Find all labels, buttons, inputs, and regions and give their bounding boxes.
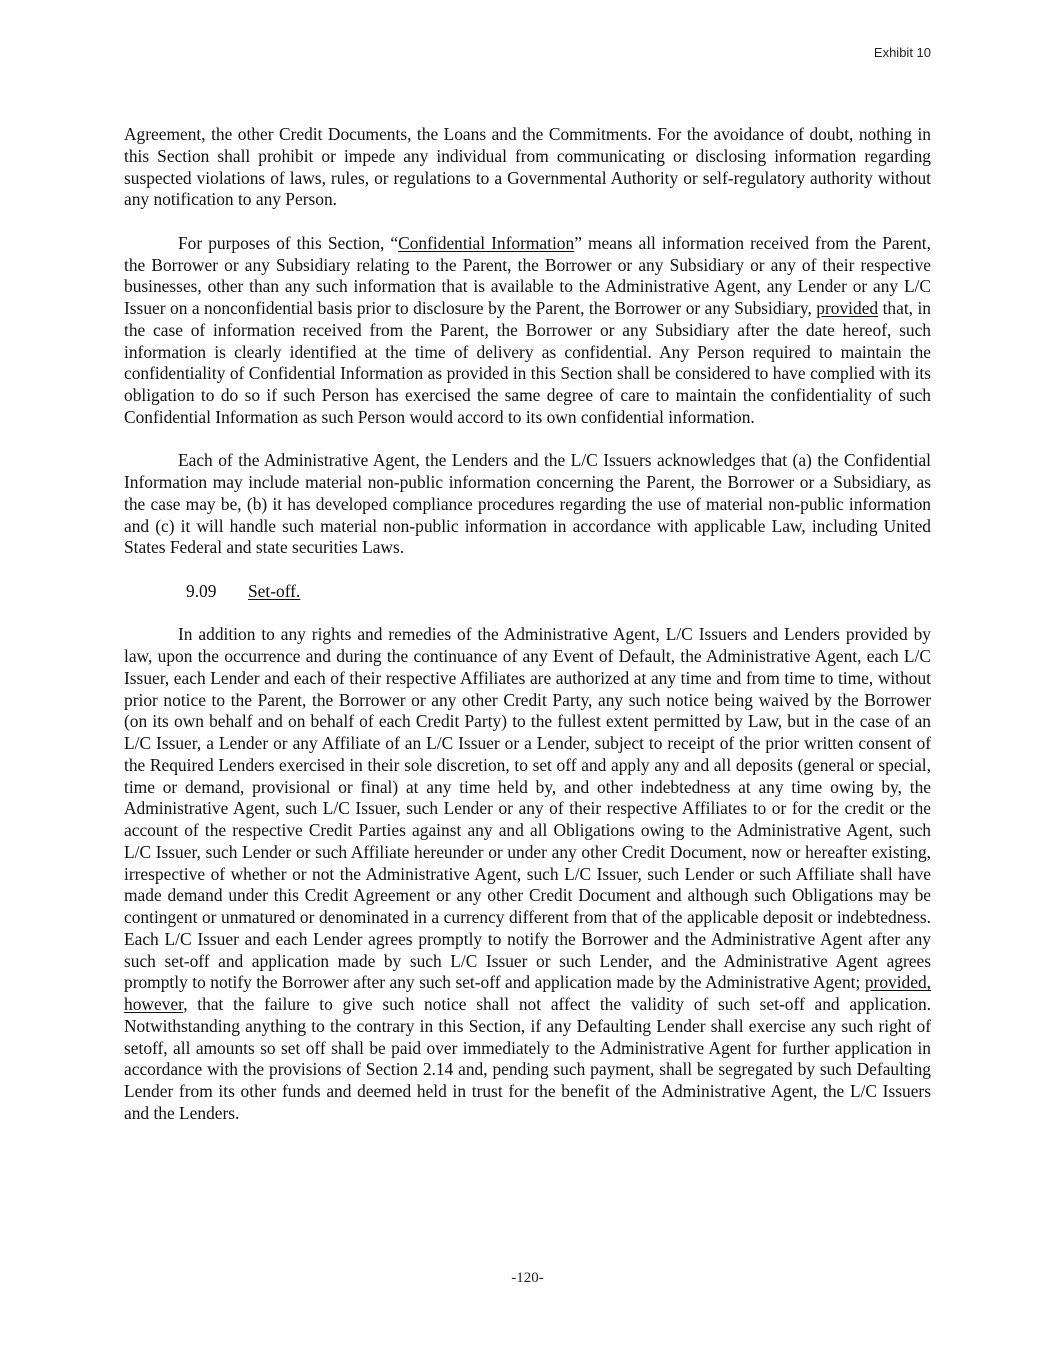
paragraph-confidential-information-definition <box>124 233 931 429</box>
paragraph-acknowledgement: Each of the Administrative Agent, the Lenders and the L/C Issuers acknowledges that (a) the Confidential Information may include material non-public information concerning the Parent, the Borrower or a Subsidiary, as the case may be, (b) it has developed compliance procedures regarding the use of material non-public information and (c) it will handle such material non-public information in accordance with applicable Law, including United States Federal and state securities Laws. <box>124 450 931 558</box>
section-number: 9.09 <box>186 580 217 601</box>
text-run: ” means all information received from the Parent, the Borrower or any Subsidiary relating to the Parent, the Borrower or any Subsidiary or any of their respective businesses, other than any such information that is available to the Administrative Agent, any Lender or any L/C Issuer on a nonconfidential basis prior to disclosure by the Parent, the Borrower or any Subsidiary, <box>124 232 931 318</box>
defined-term-confidential-information: Confidential Information <box>398 232 575 253</box>
term-provided: provided <box>816 298 879 318</box>
exhibit-label: Exhibit 10 <box>873 45 931 60</box>
term-provided-however: provided, however <box>124 972 931 1014</box>
text-run: , that the failure to give such notice shall not affect the validity of such set-off and application. Notwithstanding anything to the contrary in this Section, if any Defaulting Lender shall exercise any such right of setoff, all amounts so set off shall be paid over immediately to the Administrative Agent for further application in accordance with the provisions of Section 2.14 and, pending such payment, shall be segregated by such Defaulting Lender from its other funds and deemed held in trust for the benefit of the Administrative Agent, the L/C Issuers and the Lenders. <box>124 994 931 1123</box>
text-run: that, in the case of information received from the Parent, the Borrower or any Subsidiary after the date hereof, such information is clearly identified at the time of delivery as confidential. Any Person required to maintain the confidentiality of Confidential Information as provided in this Section shall be considered to have complied with its obligation to do so if such Person has exercised the same degree of care to maintain the confidentiality of such Confidential Information as such Person would accord to its own confidential information. <box>124 298 931 427</box>
section-title: Set-off. <box>248 580 301 601</box>
text-run: For purposes of this Section, “ <box>178 232 399 253</box>
document-body <box>124 124 931 1146</box>
page-number: -120- <box>511 1270 544 1286</box>
section-heading <box>124 581 931 603</box>
paragraph-confidentiality-continued: Agreement, the other Credit Documents, the Loans and the Commitments. For the avoidance of doubt, nothing in this Section shall prohibit or impede any individual from communicating or disclosing information regarding suspected violations of laws, rules, or regulations to a Governmental Authority or self-regulatory authority without any notification to any Person. <box>124 124 931 210</box>
text-run: In addition to any rights and remedies of the Administrative Agent, L/C Issuers and Lenders provided by law, upon the occurrence and during the continuance of any Event of Default, the Administrative Agent, each L/C Issuer, each Lender and each of their respective Affiliates are authorized at any time and from time to time, without prior notice to the Parent, the Borrower or any other Credit Party, any such notice being waived by the Borrower (on its own behalf and on behalf of each Credit Party) to the fullest extent permitted by Law, but in the case of an L/C Issuer, a Lender or any Affiliate of an L/C Issuer or a Lender, subject to receipt of the prior written consent of the Required Lenders exercised in their sole discretion, to set off and apply any and all deposits (general or special, time or demand, provisional or final) at any time held by, and other indebtedness at any time owing by, the Administrative Agent, such L/C Issuer, such Lender or any of their respective Affiliates to or for the credit or the account of the respective Credit Parties against any and all Obligations owing to the Administrative Agent, such L/C Issuer, such Lender or such Affiliate hereunder or under any other Credit Document, now or hereafter existing, irrespective of whether or not the Administrative Agent, such L/C Issuer, such Lender or such Affiliate shall have made demand under this Credit Agreement or any other Credit Document and although such Obligations may be contingent or unmatured or denominated in a currency different from that of the applicable deposit or indebtedness. Each L/C Issuer and each Lender agrees promptly to notify the Borrower and the Administrative Agent after any such set-off and application made by such L/C Issuer or such Lender, and the Administrative Agent agrees promptly to notify the Borrower after any such set-off and application made by the Administrative Agent; <box>124 624 931 993</box>
paragraph-set-off <box>124 624 931 1124</box>
